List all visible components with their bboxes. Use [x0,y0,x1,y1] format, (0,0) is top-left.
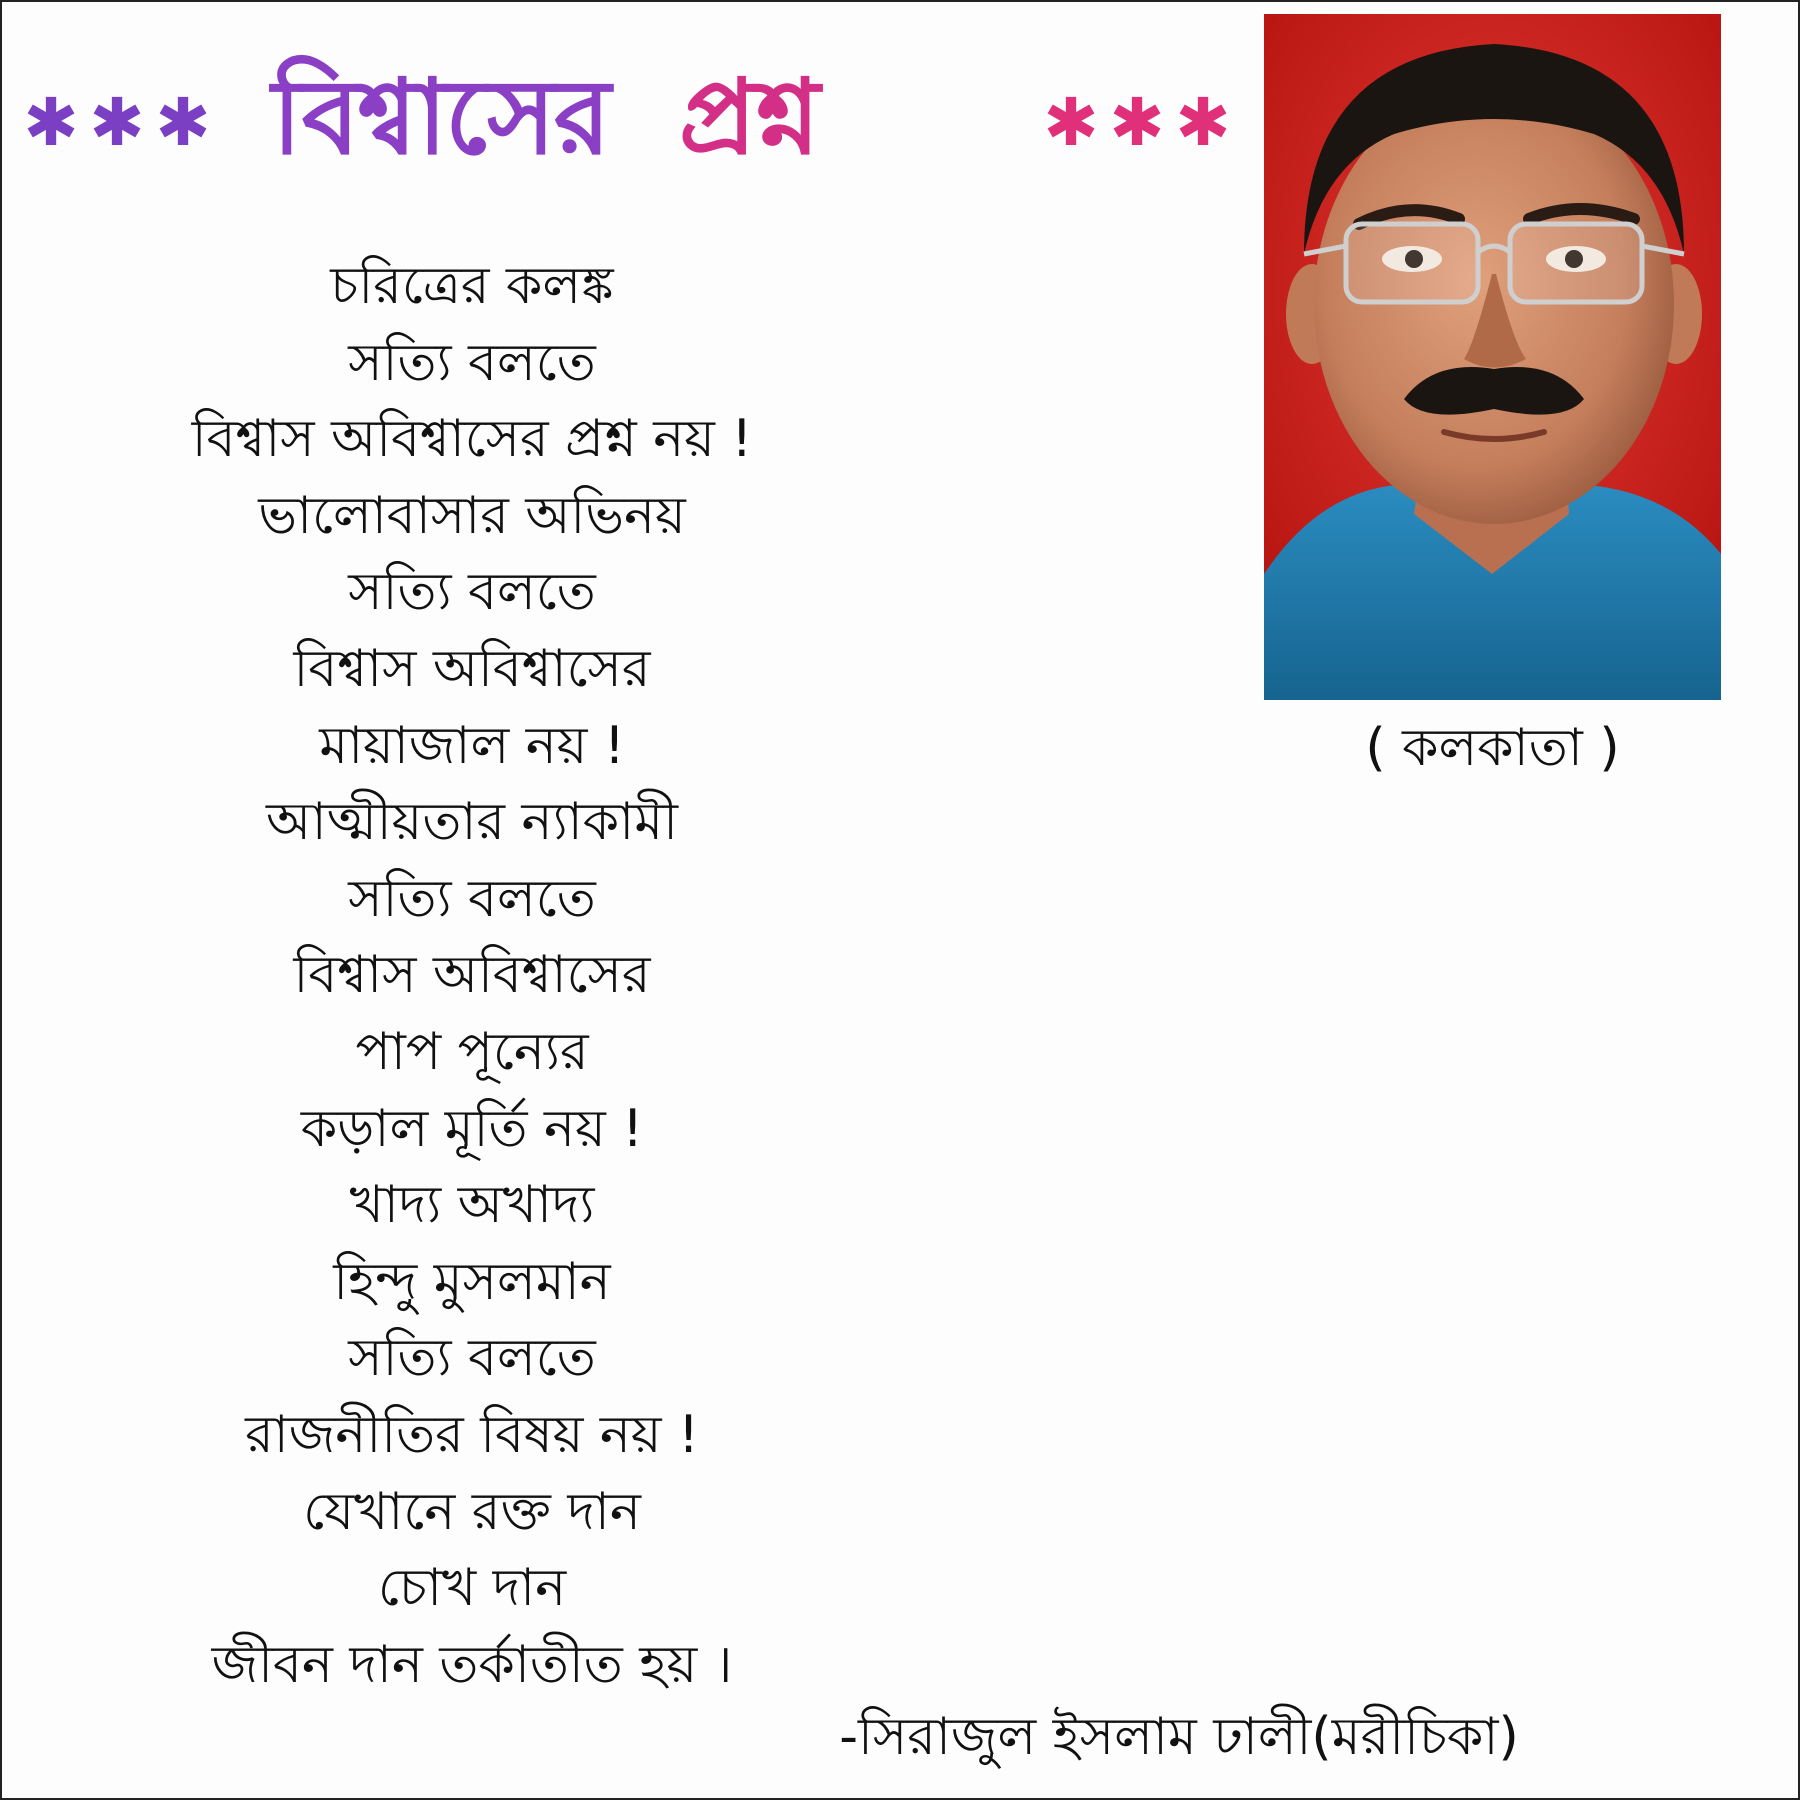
glasses-lens-left [1346,224,1478,302]
poem-line: বিশ্বাস অবিশ্বাসের [293,638,651,699]
author-portrait [1264,14,1721,700]
left-ornament [22,84,212,161]
poem-title [272,42,992,192]
poem-line: বিশ্বাস অবিশ্বাসের প্রশ্ন নয় ! [191,409,753,470]
flower-icon: ✱ [89,84,145,161]
poem-line: জীবন দান তর্কাতীত হয় । [211,1634,733,1695]
flower-icon: ✱ [155,84,211,161]
poem-body [142,248,802,1703]
poem-line: যেখানে রক্ত দান [303,1481,641,1542]
poem-line: আত্মীয়তার ন্যাকামী [266,792,678,853]
poem-line: সত্যি বলতে [348,332,596,393]
flower-icon: ✱ [1175,84,1231,161]
right-ornament [1042,84,1232,161]
poem-line: বিশ্বাস অবিশ্বাসের [293,945,651,1006]
author-signature: -সিরাজুল ইসলাম ঢালী(মরীচিকা) [839,1707,1519,1767]
poem-line: কড়াল মূর্তি নয় ! [300,1098,644,1159]
poem-line: সত্যি বলতে [348,562,596,623]
title-word-proshno: প্রশ্ন [678,56,818,178]
poem-line: খাদ্য অখাদ্য [349,1175,595,1236]
poem-line: হিন্দু মুসলমান [333,1251,611,1312]
glasses-lens-right [1510,224,1642,302]
flower-icon: ✱ [1043,84,1099,161]
poem-line: মায়াজাল নয় ! [319,715,625,776]
poem-line: চোখ দান [377,1558,567,1619]
flower-icon: ✱ [1109,84,1165,161]
title-word-bishwaser: বিশ্বাসের [272,56,609,178]
poem-line: সত্যি বলতে [348,868,596,929]
poem-line: রাজনীতির বিষয় নয় ! [245,1404,699,1465]
portrait-illustration [1264,14,1721,700]
poem-line: সত্যি বলতে [348,1328,596,1389]
poem-line: ভালোবাসার অভিনয় [258,485,686,546]
poem-line: পাপ পূন্যের [355,1021,589,1082]
poem-line: চরিত্রের কলঙ্ক [330,256,614,316]
flower-icon: ✱ [23,84,79,161]
author-location: ( কলকাতা ) [1365,718,1620,778]
